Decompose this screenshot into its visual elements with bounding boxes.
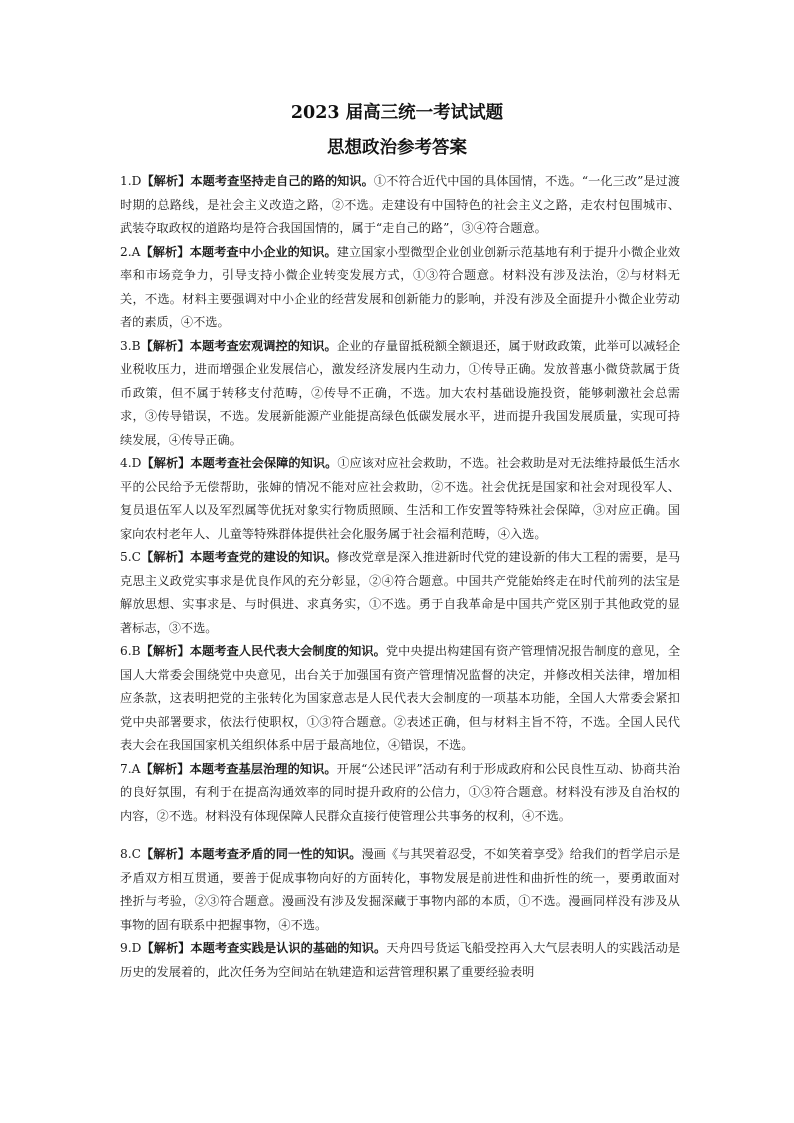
answer-item-7 xyxy=(120,758,680,829)
answer-heading: 【解析】本题考查中小企业的知识。 xyxy=(140,244,337,259)
answer-heading: 【解析】本题考查宏观调控的知识。 xyxy=(140,338,337,353)
answer-text: 漫画《与其哭着忍受，不如笑着享受》给我们的哲学启示是矛盾双方相互贯通，要善于促成事物向好的方面转化，事物发展是前进性和曲折性的统一，要勇敢面对挫折与考验，②③符合题意。漫画没有涉及发掘深藏于事物内部的本质，①不选。漫画同样没有涉及从事物的固有联系中把握事物，④不选。 xyxy=(120,847,681,932)
answer-text: 开展“公述民评”活动有利于形成政府和公民良性互动、协商共治的良好氛围，有利于在提高沟通效率的同时提升政府的公信力，①③符合题意。材料没有涉及自治权的内容，②不选。材料没有体现保障人民群众直接行使管理公共事务的权利，④不选。 xyxy=(120,761,681,823)
answer-text: 党中央提出构建国有资产管理情况报告制度的意见，全国人大常委会围绕党中央意见，出台关于加强国有资产管理情况监督的决定，并修改相关法律，增加相应条款，这表明把党的主张转化为国家意志是人民代表大会制度的一项基本功能，全国人大常委会紧扣党中央部署要求，依法行使职权，①③符合题意。②表述正确，但与材料主旨不符，不选。全国人民代表大会在我国国家机关组织体系中居于最高地位，④错误，不选。 xyxy=(120,644,681,752)
answer-heading: 【解析】本题考查人民代表大会制度的知识。 xyxy=(140,644,386,658)
answer-list xyxy=(120,170,680,984)
answer-text: ①应该对应社会救助，不选。社会救助是对无法维持最低生活水平的公民给予无偿帮助，张婶的情况不能对应社会救助，②不选。社会优抚是国家和社会对现役军人、复员退伍军人以及军烈属等优抚对象实行物质照顾、生活和工作安置等特殊社会保障，③对应正确。国家向农村老年人、儿童等特殊群体提供社会化服务属于社会福利范畴，④入选。 xyxy=(120,456,681,541)
answer-heading: 【解析】本题考查党的建设的知识。 xyxy=(140,550,338,564)
answer-number: 5.C xyxy=(120,550,141,564)
answer-text: 建立国家小型微型企业创业创新示范基地有利于提升小微企业效率和市场竞争力，引导支持小微企业转变发展方式，①③符合题意。材料没有涉及法治，②与材料无关，不选。材料主要强调对中小企业的经营发展和创新能力的影响，并没有涉及全面提升小微企业劳动者的素质，④不选。 xyxy=(120,244,681,329)
answer-item-5 xyxy=(120,546,680,640)
answer-number: 1.D xyxy=(120,174,142,188)
answer-text: 天舟四号货运飞船受控再入大气层表明人的实践活动是历史的发展着的，此次任务为空间站在轨建造和运营管理积累了重要经验表明 xyxy=(120,941,681,979)
document-subtitle: 思想政治参考答案 xyxy=(327,138,467,158)
answer-item-1 xyxy=(120,170,680,241)
answer-heading: 【解析】本题考查实践是认识的基础的知识。 xyxy=(141,941,387,955)
answer-number: 4.D xyxy=(120,456,142,470)
answer-number: 9.D xyxy=(120,941,142,955)
answer-text: 修改党章是深入推进新时代党的建设新的伟大工程的需要，是马克思主义政党实事求是优良作风的充分彰显，②④符合题意。中国共产党能始终走在时代前列的法宝是解放思想、实事求是、与时俱进、求真务实，①不选。勇于自我革命是中国共产党区别于其他政党的显著标志，③不选。 xyxy=(120,550,681,635)
answer-item-2 xyxy=(120,241,680,335)
answer-item-4 xyxy=(120,452,680,546)
answer-item-6 xyxy=(120,640,680,758)
answer-heading: 【解析】本题考查基层治理的知识。 xyxy=(140,761,337,776)
answer-heading: 【解析】本题考查坚持走自己的路的知识。 xyxy=(141,174,374,188)
answer-number: 8.C xyxy=(120,847,141,861)
answer-heading: 【解析】本题考查社会保障的知识。 xyxy=(141,456,338,470)
document-title: 2023 届高三统一考试试题 xyxy=(290,103,504,123)
answer-item-3 xyxy=(120,335,680,453)
answer-item-9 xyxy=(120,937,680,984)
answer-heading: 【解析】本题考查矛盾的同一性的知识。 xyxy=(140,847,362,861)
answer-number: 7.A xyxy=(120,761,141,776)
answer-number: 6.B xyxy=(120,644,141,658)
answer-text: 企业的存量留抵税额全额退还，属于财政政策，此举可以减轻企业税收压力，进而增强企业发展信心，激发经济发展内生动力，①传导正确。发放普惠小微贷款属于货币政策，但不属于转移支付范畴，②传导不正确，不选。加大农村基础设施投资，能够刺激社会总需求，③传导错误，不选。发展新能源产业能提高绿色低碳发展水平，进而提升我国发展质量，实现可持续发展，④传导正确。 xyxy=(120,338,681,447)
answer-number: 3.B xyxy=(120,338,141,353)
answer-number: 2.A xyxy=(120,244,141,259)
answer-text: ①不符合近代中国的具体国情，不选。“一化三改”是过渡时期的总路线，是社会主义改造之路，②不选。走建设有中国特色的社会主义之路，走农村包围城市、武装夺取政权的道路均是符合我国国情的，属于“走自己的路”，③④符合题意。 xyxy=(120,174,680,235)
answer-item-8 xyxy=(120,843,680,937)
